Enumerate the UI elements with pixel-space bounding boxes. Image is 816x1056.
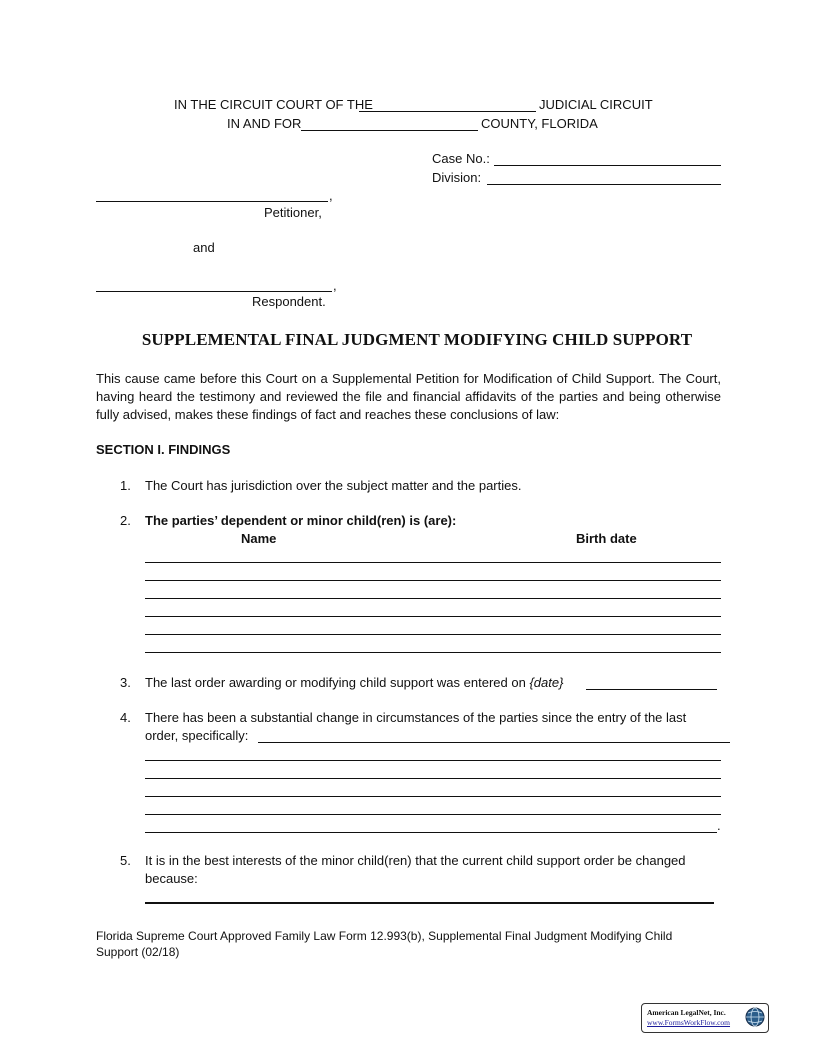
section-heading: SECTION I. FINDINGS [96, 442, 231, 457]
publisher-logo[interactable] [641, 1003, 769, 1033]
respondent-label: Respondent. [252, 294, 326, 309]
change-line[interactable] [145, 814, 721, 815]
item-5-line1: It is in the best interests of the minor child(ren) that the current child support order be changed [145, 853, 686, 868]
change-line[interactable] [145, 796, 721, 797]
order-date-field[interactable] [586, 689, 717, 690]
item-5-number: 5. [120, 853, 131, 868]
item-5-line2: because: [145, 871, 198, 886]
change-line[interactable] [145, 760, 721, 761]
item-4-number: 4. [120, 710, 131, 725]
petitioner-label: Petitioner, [264, 205, 322, 220]
court-suffix: JUDICIAL CIRCUIT [539, 97, 653, 112]
item-4-line1: There has been a substantial change in circumstances of the parties since the entry of the last [145, 710, 687, 725]
item-3-sentence: The last order awarding or modifying child support was entered on [145, 675, 526, 690]
child-row-line[interactable] [145, 652, 721, 653]
change-line[interactable] [145, 778, 721, 779]
county-blank[interactable] [301, 130, 478, 131]
item-2-number: 2. [120, 513, 131, 528]
respondent-comma: , [333, 278, 337, 293]
case-no-label: Case No.: [432, 151, 490, 166]
county-prefix: IN AND FOR [227, 116, 302, 131]
petitioner-name-field[interactable] [96, 201, 328, 202]
division-label: Division: [432, 170, 482, 185]
child-row-line[interactable] [145, 562, 721, 563]
county-suffix: COUNTY, FLORIDA [481, 116, 598, 131]
logo-name: American LegalNet, Inc. [647, 1008, 726, 1017]
birth-date-column-header: Birth date [576, 531, 637, 546]
item-3-text [145, 675, 563, 690]
item-1-text: The Court has jurisdiction over the subject matter and the parties. [145, 478, 522, 493]
child-row-line[interactable] [145, 616, 721, 617]
logo-url[interactable]: www.FormsWorkFlow.com [647, 1018, 731, 1027]
footer-line-2: Support (02/18) [96, 945, 180, 959]
intro-paragraph: This cause came before this Court on a Supplemental Petition for Modification of Child Support. The Court, having heard the testimony and reviewed the file and financial affidavits of the parties and being otherwise fully advised, makes these findings of fact and reaches these conclusions of law: [96, 371, 721, 422]
child-row-line[interactable] [145, 598, 721, 599]
item-3-number: 3. [120, 675, 131, 690]
item-4-line2: order, specifically: [145, 728, 249, 743]
best-interest-field[interactable] [145, 902, 714, 904]
change-specifics-field[interactable] [258, 742, 730, 743]
item-3-date-placeholder: {date} [529, 675, 564, 690]
child-row-line[interactable] [145, 580, 721, 581]
name-column-header: Name [241, 531, 277, 546]
division-field[interactable] [487, 184, 721, 185]
change-line[interactable] [145, 832, 717, 833]
item-4-end-period: . [717, 818, 721, 833]
globe-icon [745, 1007, 765, 1027]
petitioner-comma: , [329, 188, 333, 203]
footer-line-1: Florida Supreme Court Approved Family Law Form 12.993(b), Supplemental Final Judgment Modifying Child [96, 929, 673, 943]
child-row-line[interactable] [145, 634, 721, 635]
circuit-blank[interactable] [359, 111, 536, 112]
respondent-name-field[interactable] [96, 291, 332, 292]
court-prefix: IN THE CIRCUIT COURT OF THE [174, 97, 373, 112]
document-title: SUPPLEMENTAL FINAL JUDGMENT MODIFYING CHILD SUPPORT [141, 330, 693, 349]
item-1-number: 1. [120, 478, 131, 493]
item-2-text: The parties’ dependent or minor child(ren) is (are): [145, 513, 457, 528]
case-no-field[interactable] [494, 165, 721, 166]
and-label: and [193, 240, 215, 255]
